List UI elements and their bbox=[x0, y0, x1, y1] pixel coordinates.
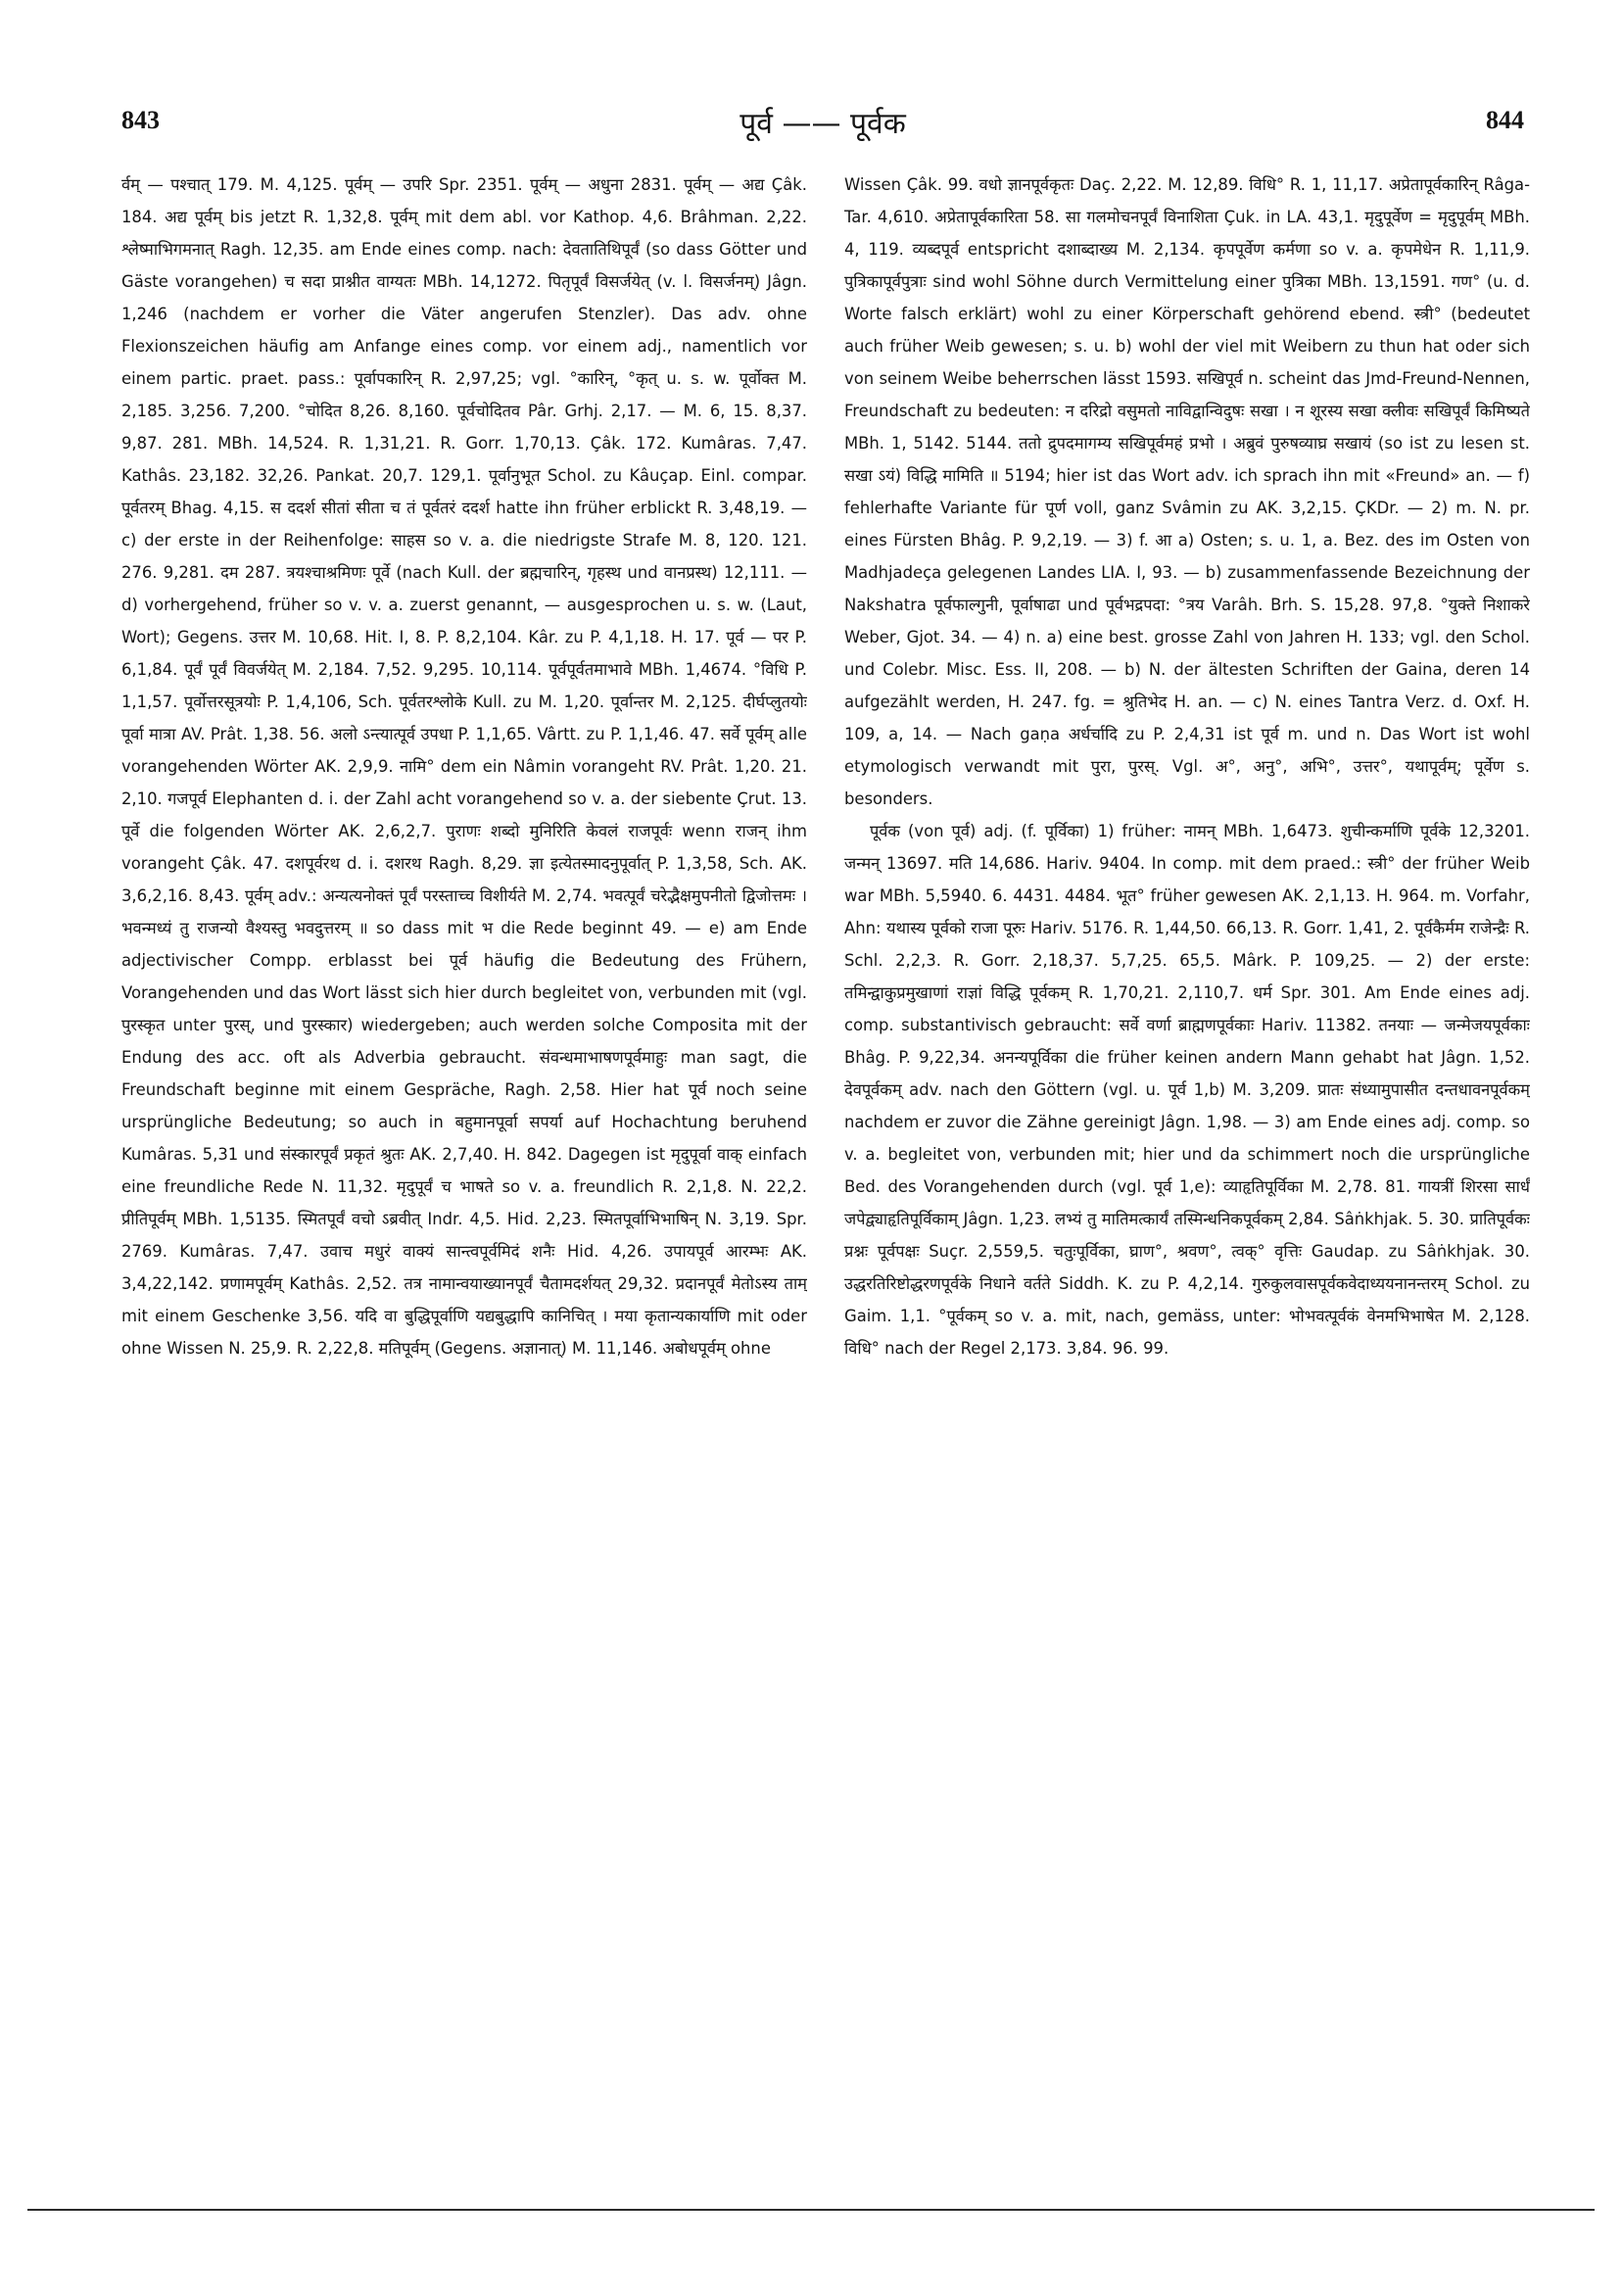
right-column bbox=[844, 168, 1530, 2030]
left-column-paragraph: र्वम् — पश्चात् 179. M. 4,125. पूर्वम् — उपरि Spr. 2351. पूर्वम् — अधुना 2831. पूर्वम् — अद्य Çâk. 184. अद्य पूर्वम् bis jetzt R. 1,32,8. पूर्वम् mit dem abl. vor Kathop. 4,6. Brâhman. 2,22. श्लेष्माभिगमनात् Ragh. 12,35. am Ende eines comp. nach: देवतातिथिपूर्वं (so dass Götter und Gäste vorangehen) च सदा प्राश्नीत वाग्यतः MBh. 14,1272. पितृपूर्वं विसर्जयेत् (v. l. विसर्जनम्) Jâgn. 1,246 (nachdem er vorher die Väter angerufen Stenzler). Das adv. ohne Flexionszeichen häufig am Anfange eines comp. vor einem adj., namentlich vor einem partic. praet. pass.: पूर्वापकारिन् R. 2,97,25; vgl. °कारिन्, °कृत् u. s. w. पूर्वोक्त M. 2,185. 3,256. 7,200. °चोदित 8,26. 8,160. पूर्वचोदितव Pâr. Grhj. 2,17. — M. 6, 15. 8,37. 9,87. 281. MBh. 14,524. R. 1,31,21. R. Gorr. 1,70,13. Çâk. 172. Kumâras. 7,47. Kathâs. 23,182. 32,26. Pankat. 20,7. 129,1. पूर्वानुभूत Schol. zu Kâuçap. Einl. compar. पूर्वतरम् Bhag. 4,15. स ददर्श सीतां सीता च तं पूर्वतरं ददर्श hatte ihn früher erblickt R. 3,48,19. — c) der erste in der Reihenfolge: साहस so v. a. die niedrigste Strafe M. 8, 120. 121. 276. 9,281. दम 287. त्रयश्चाश्रमिणः पूर्वे (nach Kull. der ब्रह्मचारिन्, गृहस्थ und वानप्रस्थ) 12,111. — d) vorhergehend, früher so v. v. a. zuerst genannt, — ausgesprochen u. s. w. (Laut, Wort); Gegens. उत्तर M. 10,68. Hit. I, 8. P. 8,2,104. Kâr. zu P. 4,1,18. H. 17. पूर्व — पर P. 6,1,84. पूर्वं पूर्वं विवर्जयेत् M. 2,184. 7,52. 9,295. 10,114. पूर्वपूर्वतमाभावे MBh. 1,4674. °विधि P. 1,1,57. पूर्वोत्तरसूत्रयोः P. 1,4,106, Sch. पूर्वतरश्लोके Kull. zu M. 1,20. पूर्वान्तर M. 2,125. दीर्घप्लुतयोः पूर्वा मात्रा AV. Prât. 1,38. 56. अलो ऽन्त्यात्पूर्व उपधा P. 1,1,65. Vârtt. zu P. 1,1,46. 47. सर्वे पूर्वम् alle vorangehenden Wörter AK. 2,9,9. नामि° dem ein Nâmin vorangeht RV. Prât. 1,20. 21. 2,10. गजपूर्व Elephanten d. i. der Zahl acht vorangehend so v. a. der siebente Çrut. 13. पूर्वे die folgenden Wörter AK. 2,6,2,7. पुराणः शब्दो मुनिरिति केवलं राजपूर्वः wenn राजन् ihm vorangeht Çâk. 47. दशपूर्वरथ d. i. दशरथ Ragh. 8,29. ज्ञा इत्येतस्मादनुपूर्वात् P. 1,3,58, Sch. AK. 3,6,2,16. 8,43. पूर्वम् adv.: अन्यत्यनोक्तं पूर्वं परस्ताच्च विशीर्यते M. 2,74. भवत्पूर्वं चरेद्भैक्षमुपनीतो द्विजोत्तमः । भवन्मध्यं तु राजन्यो वैश्यस्तु भवदुत्तरम् ॥ so dass mit भ die Rede beginnt 49. — e) am Ende adjectivischer Compp. erblasst bei पूर्व häufig die Bedeutung des Frühern, Vorangehenden und das Wort lässt sich hier durch begleitet von, verbunden mit (vgl. पुरस्कृत unter पुरस्, und पुरस्कार) wiedergeben; auch werden solche Composita mit der Endung des acc. oft als Adverbia gebraucht. संवन्धमाभाषणपूर्वमाहुः man sagt, die Freundschaft beginne mit einem Gespräche, Ragh. 2,58. Hier hat पूर्व noch seine ursprüngliche Bedeutung; so auch in बहुमानपूर्वा सपर्या auf Hochachtung beruhend Kumâras. 5,31 und संस्कारपूर्वं प्रकृतं श्रुतः AK. 2,7,40. H. 842. Dagegen ist मृदुपूर्वा वाक् einfach eine freundliche Rede N. 11,32. मृदुपूर्वं च भाषते so v. a. freundlich R. 2,1,8. N. 22,2. प्रीतिपूर्वम् MBh. 1,5135. स्मितपूर्वं वचो ऽब्रवीत् Indr. 4,5. Hid. 2,23. स्मितपूर्वाभिभाषिन् N. 3,19. Spr. 2769. Kumâras. 7,47. उवाच मधुरं वाक्यं सान्त्वपूर्वमिदं शनैः Hid. 4,26. उपायपूर्व आरम्भः AK. 3,4,22,142. प्रणामपूर्वम् Kathâs. 2,52. तत्र नामान्वयाख्यानपूर्वं चैतामदर्शयत् 29,32. प्रदानपूर्वं मेतोऽस्य ताम् mit einem Geschenke 3,56. यदि वा बुद्धिपूर्वाणि यद्यबुद्धापि कानिचित् । मया कृतान्यकार्याणि mit oder ohne Wissen N. 25,9. R. 2,22,8. मतिपूर्वम् (Gegens. अज्ञानात्) M. 11,146. अबोधपूर्वम् ohne bbox=[121, 175, 807, 1358]
left-column bbox=[121, 168, 807, 2030]
bottom-rule bbox=[27, 2209, 1595, 2211]
purvaka-entry-paragraph: पूर्वक (von पूर्व) adj. (f. पूर्विका) 1) früher: नामन् MBh. 1,6473. शुचीन्कर्माणि पूर्वके 12,3201. जन्मन् 13697. मति 14,686. Hariv. 9404. In comp. mit dem praed.: स्त्री° der früher Weib war MBh. 5,5940. 6. 4431. 4484. भूत° früher gewesen AK. 2,1,13. H. 964. m. Vorfahr, Ahn: यथास्य पूर्वको राजा पूरुः Hariv. 5176. R. 1,44,50. 66,13. R. Gorr. 1,41, 2. पूर्वकैर्मम राजेन्द्रैः R. Schl. 2,2,3. R. Gorr. 2,18,37. 5,7,25. 65,5. Mârk. P. 109,25. — 2) der erste: तमिन्द्वाकुप्रमुखाणां राज्ञां विद्धि पूर्वकम् R. 1,70,21. 2,110,7. धर्म Spr. 301. Am Ende eines adj. comp. substantivisch gebraucht: सर्वे वर्णा ब्राह्मणपूर्वकाः Hariv. 11382. तनयाः — जन्मेजयपूर्वकाः Bhâg. P. 9,22,34. अनन्यपूर्विका die früher keinen andern Mann gehabt hat Jâgn. 1,52. देवपूर्वकम् adv. nach den Göttern (vgl. u. पूर्व 1,b) M. 3,209. प्रातः संध्यामुपासीत दन्तधावनपूर्वकम् nachdem er zuvor die Zähne gereinigt Jâgn. 1,98. — 3) am Ende eines adj. comp. so v. a. begleitet von, verbunden mit; hier und da schimmert noch die ursprüngliche Bed. des Vorangehenden durch (vgl. पूर्व 1,e): व्याहृतिपूर्विका M. 2,78. 81. गायत्रीं शिरसा सार्धं जपेद्व्याहृतिपूर्विकाम् Jâgn. 1,23. लभ्यं तु मातिमत्कार्यं तस्मिन्धनिकपूर्वकम् 2,84. Sâṅkhjak. 5. 30. प्रातिपूर्वकः प्रश्नः पूर्वपक्षः Suçr. 2,559,5. चतुःपूर्विका, घ्राण°, श्रवण°, त्वक्° वृत्तिः Gaudap. zu Sâṅkhjak. 30. उद्धरतिरिष्टोद्धरणपूर्वके निधाने वर्तते Siddh. K. zu P. 4,2,14. गुरुकुलवासपूर्वकवेदाध्ययनानन्तरम् Schol. zu Gaim. 1,1. °पूर्वकम् so v. a. mit, nach, gemäss, unter: भोभवत्पूर्वकं वेनमभिभाषेत M. 2,128. विधि° nach der Regel 2,173. 3,84. 96. 99. bbox=[844, 822, 1530, 1358]
right-column-paragraph: Wissen Çâk. 99. वधो ज्ञानपूर्वकृतः Daç. 2,22. M. 12,89. विधि° R. 1, 11,17. अप्रेतापूर्वकारिन् Râga-Tar. 4,610. अप्रेतापूर्वकारिता 58. सा गलमोचनपूर्वं विनाशिता Çuk. in LA. 43,1. मृदुपूर्वेण = मृदुपूर्वम् MBh. 4, 119. व्यब्दपूर्व entspricht दशाब्दाख्य M. 2,134. कृपपूर्वेण कर्मणा so v. a. कृपमेधेन R. 1,11,9. पुत्रिकापूर्वपुत्राः sind wohl Söhne durch Vermittelung einer पुत्रिका MBh. 13,1591. गण° (u. d. Worte falsch erklärt) wohl zu einer Körperschaft gehörend ebend. स्त्री° (bedeutet auch früher Weib gewesen; s. u. b) wohl der viel mit Weibern zu thun hat oder sich von seinem Weibe beherrschen lässt 1593. सखिपूर्व n. scheint das Jmd-Freund-Nennen, Freundschaft zu bedeuten: न दरिद्रो वसुमतो नाविद्वान्विदुषः सखा । न शूरस्य सखा क्लीवः सखिपूर्वं किमिष्यते MBh. 1, 5142. 5144. ततो द्रुपदमागम्य सखिपूर्वमहं प्रभो । अब्रुवं पुरुषव्याघ्र सखायं (so ist zu lesen st. सखा ऽयं) विद्धि मामिति ॥ 5194; hier ist das Wort adv. ich sprach ihn mit «Freund» an. — f) fehlerhafte Variante für पूर्ण voll, ganz Svâmin zu AK. 3,2,15. ÇKDr. — 2) m. N. pr. eines Fürsten Bhâg. P. 9,2,19. — 3) f. आ a) Osten; s. u. 1, a. Bez. des im Osten von Madhjadeça gelegenen Landes LIA. I, 93. — b) zusammenfassende Bezeichnung der Nakshatra पूर्वफाल्गुनी, पूर्वाषाढा und पूर्वभद्रपदा: °त्रय Varâh. Brh. S. 15,28. 97,8. °युक्ते निशाकरे Weber, Gjot. 34. — 4) n. a) eine best. grosse Zahl von Jahren H. 133; vgl. den Schol. und Colebr. Misc. Ess. II, 208. — b) N. der ältesten Schriften der Gaina, deren 14 aufgezählt werden, H. 247. fg. = श्रुतिभेद H. an. — c) N. eines Tantra Verz. d. Oxf. H. 109, a, 14. — Nach gaṇa अर्धर्चादि zu P. 2,4,31 ist पूर्व m. und n. Das Wort ist wohl etymologisch verwandt mit पुरा, पुरस्. Vgl. अ°, अनु°, अभि°, उत्तर°, यथापूर्वम्; पूर्वेण s. besonders. bbox=[844, 175, 1530, 808]
page-number-right: 844 bbox=[1486, 106, 1524, 134]
running-headword: पूर्व —— पूर्वक bbox=[739, 107, 906, 141]
page-number-left: 843 bbox=[121, 106, 160, 134]
running-header bbox=[121, 102, 1524, 149]
